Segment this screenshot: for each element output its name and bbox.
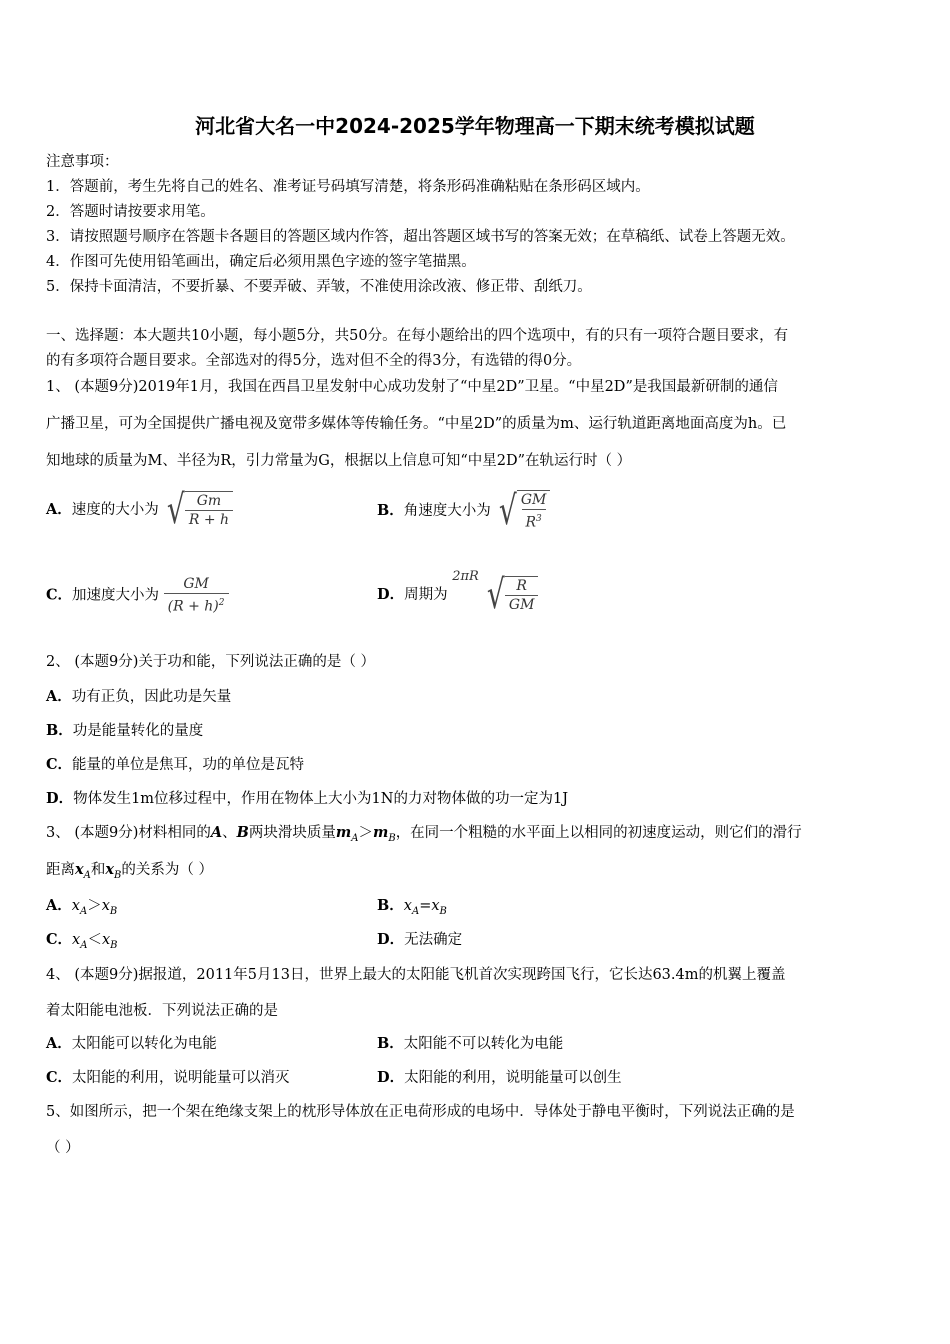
denominator-exponent: 3 — [536, 514, 542, 524]
q4-option-d — [377, 1068, 622, 1088]
q5-stem-line1: 5、如图所示，把一个架在绝缘支架上的枕形导体放在正电荷形成的电场中．导体处于静电平衡时，下列说法正确的是 — [46, 1104, 795, 1120]
option-text: 太阳能的利用，说明能量可以创生 — [404, 1070, 622, 1086]
q4-stem-line2: 着太阳能电池板．下列说法正确的是 — [46, 1003, 278, 1019]
subscript-b: B — [439, 905, 447, 917]
denominator-base: R — [525, 514, 537, 531]
option-label: B． — [377, 897, 404, 914]
sqrt-formula — [495, 487, 550, 534]
subscript-a: A — [79, 905, 88, 917]
option-label: C． — [46, 586, 73, 604]
option-text: 加速度大小为 — [72, 587, 160, 604]
option-label: B． — [377, 501, 404, 519]
q1-stem-line1: 1、 (本题9分)2019年1月，我国在西昌卫星发射中心成功发射了“中星2D”卫星。“中星2D”是我国最新研制的通信 — [46, 379, 778, 395]
q2-option-d — [46, 789, 568, 809]
q1-stem-line3: 知地球的质量为M、半径为R，引力常量为G，根据以上信息可知“中星2D”在轨运行时（ ） — [46, 453, 632, 469]
radical-sign: √ — [487, 572, 506, 618]
q3-stem-line1 — [46, 823, 802, 849]
subscript-b: B — [114, 869, 122, 881]
q2-option-b — [46, 721, 203, 741]
numerator: Gm — [196, 493, 222, 509]
distance-b: x — [105, 861, 115, 878]
page-title: 河北省大名一中2024-2025学年物理高一下期末统考模拟试题 — [195, 114, 755, 138]
notice-item: 2．答题时请按要求用笔。 — [46, 204, 215, 220]
option-label: C． — [46, 756, 73, 773]
q3-option-d — [377, 930, 462, 950]
fraction — [164, 575, 229, 616]
option-text: 功是能量转化的量度 — [72, 723, 204, 739]
q1-option-c — [46, 575, 229, 616]
option-label: D． — [377, 586, 405, 603]
mass-b: m — [372, 824, 389, 841]
option-text: 太阳能不可以转化为电能 — [403, 1036, 564, 1052]
q1-stem-line2: 广播卫星，可为全国提供广播电视及宽带多媒体等传输任务。“中星2D”的质量为m、运行轨道距离地面高度为h。已 — [46, 416, 787, 432]
subscript-a: A — [83, 869, 91, 881]
option-label: D． — [377, 1069, 405, 1086]
denominator — [164, 593, 229, 616]
q1-option-b — [377, 487, 550, 534]
distance-a: x — [72, 932, 81, 948]
subscript-a: A — [411, 905, 420, 917]
subscript-a: A — [351, 832, 359, 844]
notice-item: 3．请按照题号顺序在答题卡各题目的答题区域内作答，超出答题区域书写的答案无效；在草稿纸、试卷上答题无效。 — [46, 229, 795, 245]
numerator: GM — [520, 492, 547, 508]
option-label: A． — [46, 1035, 72, 1052]
option-label: A． — [46, 501, 72, 518]
subscript-b: B — [388, 832, 396, 844]
option-text: 能量的单位是焦耳，功的单位是瓦特 — [72, 757, 305, 773]
q3-option-a — [46, 896, 117, 922]
option-label: D． — [46, 790, 74, 807]
relation: = — [419, 898, 432, 914]
option-text: 速度的大小为 — [71, 502, 159, 518]
q1-option-d — [377, 569, 538, 618]
option-label: B． — [46, 722, 73, 739]
radical-sign: √ — [499, 487, 518, 534]
notice-item: 4．作图可先使用铅笔画出，确定后必须用黑色字迹的签字笔描黑。 — [46, 254, 476, 270]
q3-text: ，在同一个粗糙的水平面上以相同的初速度运动，则它们的滑行 — [395, 825, 802, 841]
denominator-exponent: 2 — [218, 598, 225, 608]
option-text: 角速度大小为 — [403, 502, 491, 519]
option-label: A． — [46, 688, 72, 705]
distance-a: x — [71, 898, 80, 914]
numerator: GM — [183, 576, 209, 592]
option-text: 功有正负，因此功是矢量 — [71, 689, 232, 705]
distance-b: x — [101, 932, 111, 948]
denominator-base: (R + h) — [167, 598, 219, 615]
q3-text: 距离 — [46, 862, 75, 878]
q3-text: 两块滑块质量 — [248, 825, 336, 841]
option-text: 物体发生1m位移过程中，作用在物体上大小为1N的力对物体做的功一定为1J — [73, 791, 569, 807]
option-label: B． — [377, 1035, 404, 1052]
subscript-b: B — [110, 939, 118, 951]
distance-b: x — [431, 898, 440, 914]
q4-option-a — [46, 1034, 217, 1054]
sqrt-formula — [163, 487, 233, 533]
q1-option-a — [46, 487, 233, 533]
section-heading-line2: 的有多项符合题目要求。全部选对的得5分，选对但不全的得3分，有选错的得0分。 — [46, 353, 582, 369]
q3-option-c — [46, 930, 118, 956]
notice-item: 5．保持卡面清洁，不要折暴、不要弄破、弄皱，不准使用涂改液、修正带、刮纸刀。 — [46, 279, 592, 295]
subscript-b: B — [109, 905, 118, 917]
q4-option-c — [46, 1068, 290, 1088]
option-text: 无法确定 — [404, 932, 463, 948]
distance-a: x — [403, 898, 412, 914]
sqrt-formula — [483, 572, 538, 618]
option-text: 周期为 — [404, 587, 448, 603]
radical-sign: √ — [167, 487, 186, 533]
greater-than: ＞ — [358, 825, 373, 841]
q3-text: 的关系为（ ） — [121, 862, 214, 878]
q3-stem-line2 — [46, 860, 213, 886]
option-label: A． — [46, 897, 72, 914]
q5-stem-line2: （ ） — [46, 1140, 80, 1156]
denominator: GM — [505, 595, 539, 614]
q3-text: 、 — [222, 825, 237, 841]
denominator — [522, 509, 546, 532]
q4-option-b — [377, 1034, 563, 1054]
notice-heading: 注意事项： — [46, 154, 119, 170]
notice-item: 1．答题前，考生先将自己的姓名、准考证号码填写清楚，将条形码准确粘贴在条形码区域内。 — [46, 179, 650, 195]
fraction — [517, 490, 551, 532]
relation: ＜ — [87, 932, 102, 948]
fraction — [185, 491, 233, 529]
q3-text: 和 — [90, 862, 106, 878]
section-heading-line1: 一、选择题：本大题共10小题，每小题5分，共50分。在每小题给出的四个选项中，有的只有一项符合题目要求，有 — [46, 328, 789, 344]
option-label: C． — [46, 1069, 73, 1086]
mass-a: m — [335, 824, 352, 841]
distance-b: x — [101, 898, 110, 914]
relation: ＞ — [87, 898, 102, 914]
option-text: 太阳能可以转化为电能 — [71, 1036, 217, 1052]
q2-stem: 2、 (本题9分)关于功和能，下列说法正确的是（ ） — [46, 654, 375, 670]
block-a: A — [210, 824, 223, 841]
period-prefix: 2πR — [452, 569, 479, 584]
numerator: R — [516, 578, 527, 594]
fraction — [505, 576, 539, 614]
q4-stem-line1: 4、 (本题9分)据报道，2011年5月13日，世界上最大的太阳能飞机首次实现跨国飞行，它长达63.4m的机翼上覆盖 — [46, 967, 786, 983]
subscript-a: A — [80, 939, 88, 951]
denominator: R + h — [185, 510, 233, 529]
q3-option-b — [377, 896, 447, 922]
q3-text: 3、 (本题9分)材料相同的 — [46, 825, 211, 841]
option-text: 太阳能的利用，说明能量可以消灭 — [72, 1070, 290, 1086]
q2-option-a — [46, 687, 231, 707]
distance-a: x — [75, 861, 84, 878]
option-label: C． — [46, 931, 73, 948]
q2-option-c — [46, 755, 304, 775]
option-label: D． — [377, 931, 405, 948]
block-b: B — [236, 824, 249, 841]
